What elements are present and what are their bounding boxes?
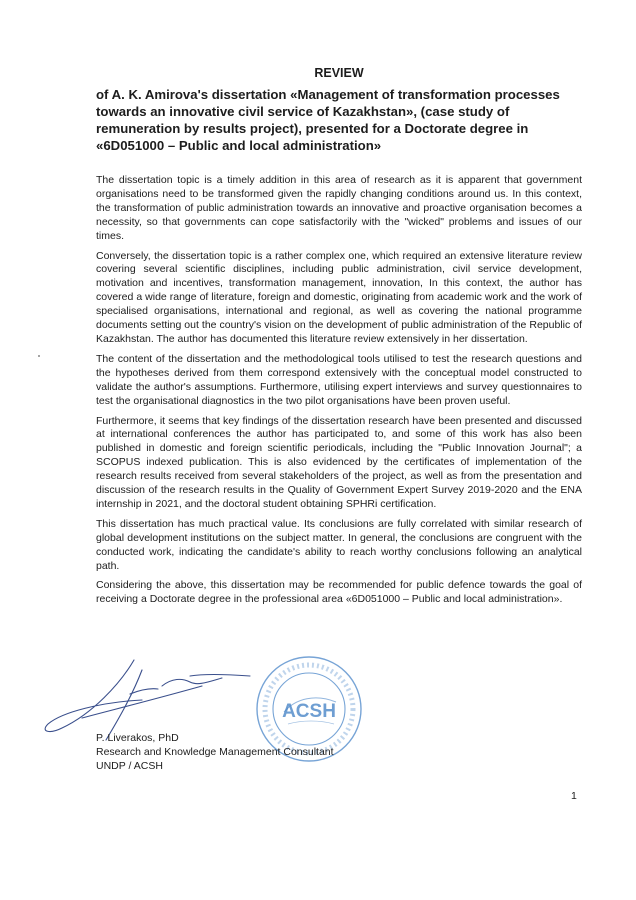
stamp-text: ACSH [282, 701, 336, 722]
page-number: 1 [571, 790, 577, 802]
paragraph: Conversely, the dissertation topic is a rather complex one, which required an extensive literature review covering several scientific disciplines, including public administration, civil service development, motivation and incentives, transformation management, innovation, In this context, the author has covered a wide range of literature, foreign and domestic, originating from academic work and the work of specialised organisations, international and regional, as well as covering the national programme documents setting out the country's vision on the development of public administration of the Republic of Kazakhstan. The author has documented this literature review extensively in her dissertation. [96, 249, 582, 345]
signatory-name: P. Liverakos, PhD [96, 732, 179, 744]
document-heading: REVIEW [314, 66, 364, 80]
paragraph: The content of the dissertation and the methodological tools utilised to test the research questions and the hypotheses derived from them correspond extensively with the conceptual model constructed to validate the author's assumptions. Furthermore, utilising expert interviews and survey questionnaires to test the organisational diagnostics in the two pilot organisations have been proven useful. [96, 352, 582, 407]
document-title: of A. K. Amirova's dissertation «Management of transformation processes towards an innovative civil service of Kazakhstan», (case study of remuneration by results project), presented for a Doctorate degree in «6D051000 – Public and local administration» [96, 87, 560, 153]
paragraph: This dissertation has much practical value. Its conclusions are fully correlated with similar research of global development institutions on the subject matter. In general, the conclusions are congruent with the conducted work, indicating the candidate's ability to reach worthy conclusions following an analytical path. [96, 517, 582, 572]
document-body [96, 174, 582, 613]
signatory-organization: UNDP / ACSH [96, 760, 163, 772]
signature-block [96, 731, 334, 773]
signatory-role: Research and Knowledge Management Consultant [96, 746, 334, 758]
scan-speck [38, 355, 40, 357]
paragraph: Furthermore, it seems that key findings of the dissertation research have been presented and discussed at international conferences the author has participated to, and some of this work has also been published in domestic and foreign scientific periodicals, including the "Public Innovation Journal"; a SCOPUS indexed publication. This is also evidenced by the certificates of implementation of the research results received from several stakeholders of the project, as well as from the presentation and discussion of the research results in the Quality of Government Expert Survey 2019-2020 and the ENA internship in 2021, and the doctoral student obtaining SPHRi certification. [96, 414, 582, 510]
paragraph: The dissertation topic is a timely addition in this area of research as it is apparent that government organisations need to be transformed given the rapidly changing conditions around us. In this context, the transformation of public administration towards an innovative and proactive organisation becomes a necessity, so that governments can cope satisfactorily with the "wicked" problems and issues of our times. [96, 174, 582, 242]
paragraph: Considering the above, this dissertation may be recommended for public defence towards the goal of receiving a Doctorate degree in the professional area «6D051000 – Public and local administration». [96, 579, 582, 606]
